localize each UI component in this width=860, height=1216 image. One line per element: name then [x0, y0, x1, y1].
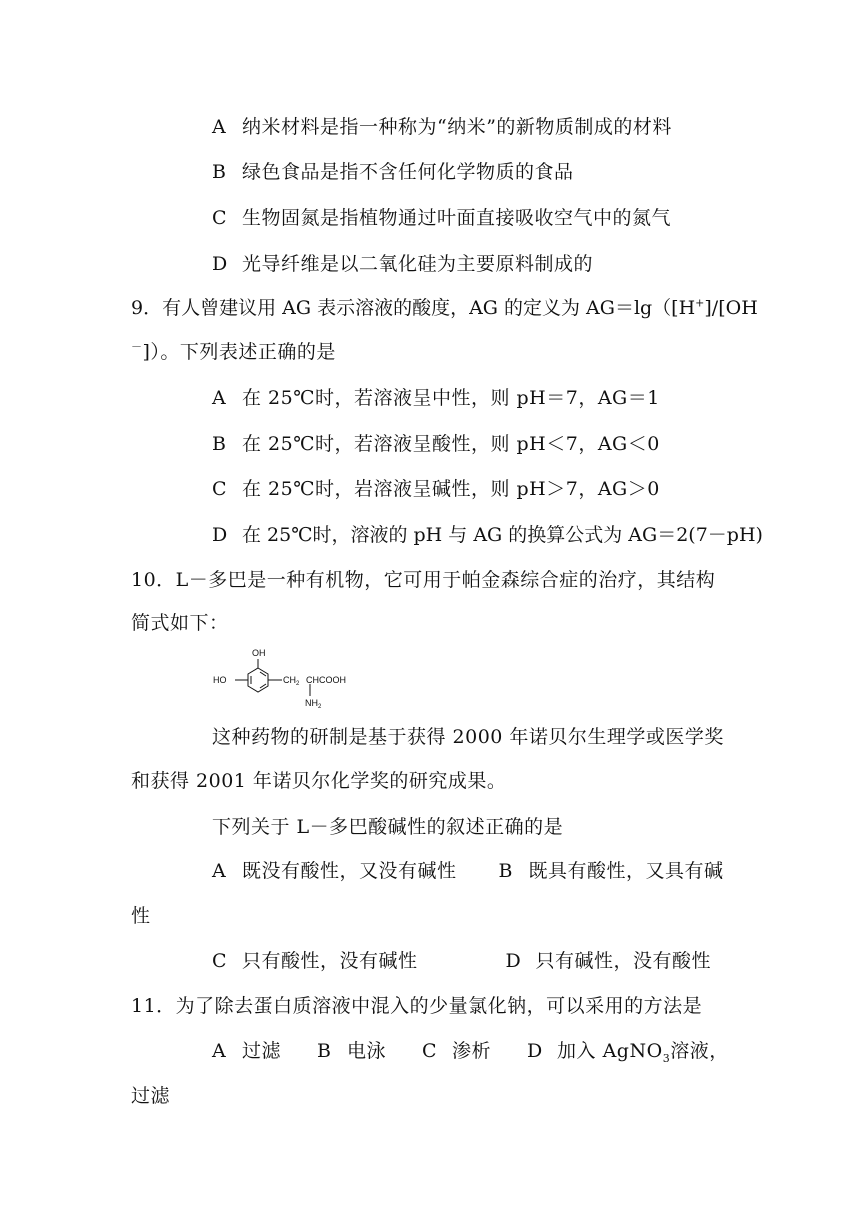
q9-option-d — [212, 523, 763, 547]
option-letter: B — [212, 161, 227, 183]
q8-option-b — [212, 160, 574, 184]
option-text: 生物固氮是指植物通过叶面直接吸收空气中的氮气 — [242, 207, 672, 229]
nh2-main: NH — [305, 698, 318, 708]
option-letter: C — [212, 207, 228, 229]
q10-options-cd — [212, 949, 711, 973]
option-letter: D — [505, 950, 522, 972]
q10-stem-line3: 这种药物的研制是基于获得 2000 年诺贝尔生理学或医学奖 — [212, 726, 724, 748]
option-text: 渗析 — [452, 1040, 492, 1062]
option-text: 纳米材料是指一种称为“纳米”的新物质制成的材料 — [242, 116, 672, 138]
option-text — [557, 1040, 729, 1065]
ch2-main: CH — [283, 675, 296, 685]
l-dopa-structure — [210, 646, 370, 712]
q8-option-a — [212, 115, 672, 139]
oh-label: OH — [252, 648, 266, 658]
option-text: 绿色食品是指不含任何化学物质的食品 — [242, 161, 574, 183]
q11-option-d-wrap: 过滤 — [131, 1085, 171, 1107]
option-text: 只有碱性，没有酸性 — [535, 950, 712, 972]
q9-option-c — [212, 477, 660, 501]
option-letter: C — [422, 1040, 438, 1062]
q9-stem-line1 — [131, 296, 758, 320]
superscript: － — [131, 340, 143, 354]
ch2-subscript: 2 — [296, 681, 300, 687]
option-text: 既具有酸性，又具有碱 — [528, 860, 724, 882]
option-letter: C — [212, 950, 228, 972]
option-letter: B — [498, 860, 513, 882]
option-letter: D — [527, 1040, 543, 1062]
option-text: 光导纤维是以二氧化硅为主要原料制成的 — [242, 253, 594, 275]
ch2-label — [283, 675, 300, 687]
q11-stem-line1: 11．为了除去蛋白质溶液中混入的少量氯化钠，可以采用的方法是 — [131, 995, 703, 1017]
option-letter: B — [212, 433, 227, 455]
nh2-subscript: 2 — [318, 704, 322, 710]
q10-options-ab — [212, 859, 724, 883]
option-text: 过滤 — [242, 1040, 282, 1062]
option-letter: C — [212, 478, 228, 500]
q10-stem-line5: 下列关于 L－多巴酸碱性的叙述正确的是 — [212, 816, 564, 838]
option-letter: B — [317, 1040, 332, 1062]
option-text: 在 25℃时，溶液的 pH 与 AG 的换算公式为 AG＝2(7－pH) — [242, 524, 763, 546]
q9-option-b — [212, 432, 660, 456]
q10-stem-line4: 和获得 2001 年诺贝尔化学奖的研究成果。 — [131, 770, 507, 792]
option-text: 在 25℃时，若溶液呈酸性，则 pH＜7，AG＜0 — [242, 433, 660, 455]
option-text-post: 溶液， — [670, 1040, 729, 1062]
ho-label: HO — [213, 675, 227, 685]
q9-option-a — [212, 386, 660, 410]
q9-stem-line2 — [131, 340, 336, 364]
option-letter: D — [212, 524, 228, 546]
q8-option-c — [212, 206, 671, 230]
option-letter: A — [212, 860, 227, 882]
option-text: 在 25℃时，若溶液呈中性，则 pH＝7，AG＝1 — [242, 387, 660, 409]
q8-option-d — [212, 252, 593, 276]
option-text-pre: 加入 AgNO — [557, 1040, 663, 1062]
option-letter: A — [212, 1040, 227, 1062]
option-text: 在 25℃时，岩溶液呈碱性，则 pH＞7，AG＞0 — [242, 478, 660, 500]
option-letter: D — [212, 253, 228, 275]
option-text: 既没有酸性，又没有碱性 — [242, 860, 457, 882]
q9-stem-text: ]/[OH — [704, 297, 758, 319]
nh2-label — [305, 698, 322, 710]
subscript: 3 — [662, 1051, 671, 1065]
q9-stem-text: ]）。下列表述正确的是 — [142, 341, 336, 363]
option-text: 只有酸性，没有碱性 — [242, 950, 418, 972]
q10-option-b-wrap: 性 — [131, 905, 151, 927]
q10-stem-line1: 10．L－多巴是一种有机物，它可用于帕金森综合症的治疗，其结构 — [131, 569, 716, 591]
q11-options — [212, 1039, 729, 1063]
option-letter: A — [212, 387, 227, 409]
option-text: 电泳 — [347, 1040, 387, 1062]
chcooh-label: CHCOOH — [306, 675, 346, 685]
option-letter: A — [212, 116, 227, 138]
q9-stem-text: 9．有人曾建议用 AG 表示溶液的酸度，AG 的定义为 AG＝lg（[H — [131, 297, 696, 319]
q10-stem-line2: 简式如下： — [131, 612, 229, 634]
superscript: + — [695, 296, 705, 310]
